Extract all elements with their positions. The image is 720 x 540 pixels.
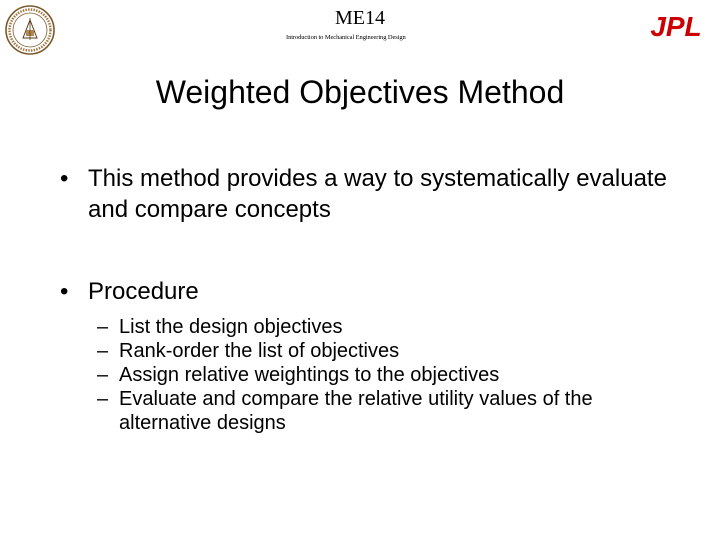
dash-marker: – bbox=[97, 316, 109, 338]
bullet-marker: • bbox=[60, 165, 69, 192]
course-subtitle: Introduction to Mechanical Engineering Design bbox=[286, 34, 406, 41]
jpl-logo-icon bbox=[636, 12, 716, 40]
bullet-marker: • bbox=[60, 278, 69, 305]
bullet-text: Procedure bbox=[88, 278, 199, 305]
procedure-text: Evaluate and compare the relative utility values of the alternative designs bbox=[119, 388, 593, 434]
procedure-item bbox=[97, 363, 677, 387]
bullet-item bbox=[60, 163, 680, 225]
bullet-item bbox=[60, 276, 680, 307]
logo-text: JPL bbox=[650, 12, 702, 40]
procedure-text: List the design objectives bbox=[119, 316, 343, 338]
procedure-item bbox=[97, 315, 677, 339]
course-title: ME14 bbox=[335, 7, 385, 29]
procedure-text: Assign relative weightings to the objectives bbox=[119, 364, 500, 386]
dash-marker: – bbox=[97, 340, 109, 362]
bullet-text: This method provides a way to systematically evaluate and compare concepts bbox=[88, 165, 667, 223]
procedure-item bbox=[97, 339, 677, 363]
procedure-list bbox=[97, 315, 677, 435]
procedure-item bbox=[97, 387, 677, 435]
slide-title: Weighted Objectives Method bbox=[155, 74, 565, 110]
dash-marker: – bbox=[97, 364, 109, 386]
dash-marker: – bbox=[97, 388, 109, 410]
procedure-text: Rank-order the list of objectives bbox=[119, 340, 400, 362]
